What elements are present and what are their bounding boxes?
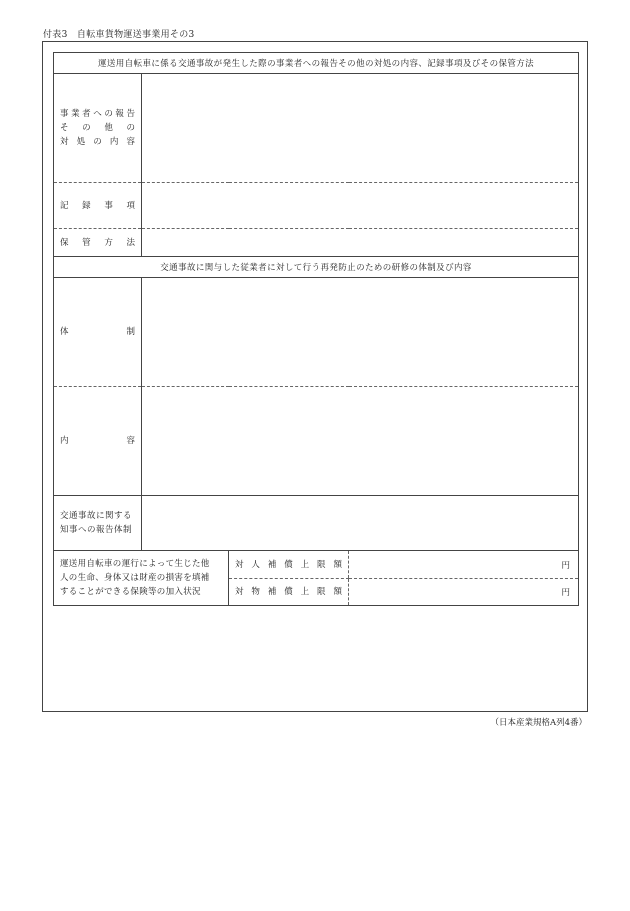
training-content-field[interactable] bbox=[142, 387, 579, 496]
report-handling-label bbox=[54, 74, 142, 183]
person-yen-unit: 円 bbox=[561, 560, 571, 571]
property-compensation-amount-field[interactable] bbox=[349, 579, 579, 606]
accident-report-table bbox=[53, 52, 579, 606]
property-yen-unit: 円 bbox=[561, 588, 571, 598]
governor-report-field[interactable] bbox=[142, 496, 579, 551]
insurance-label: 運送用自転車の運行によって生じた他 人の生命、身体又は財産の損害を填補 することができる保険等の加入状況 bbox=[54, 551, 229, 606]
training-system-field[interactable] bbox=[142, 278, 579, 387]
report-label-line-2: そ の 他 の bbox=[60, 123, 135, 133]
record-items-label: 記 録 事 項 bbox=[54, 183, 142, 229]
training-content-label: 内 容 bbox=[54, 387, 142, 496]
report-label-line-1: 事 業 者 へ の 報 告 bbox=[60, 109, 135, 119]
paper-size-note: （日本産業規格A列4番） bbox=[490, 718, 587, 728]
person-compensation-label: 対 人 補 償 上 限 額 bbox=[229, 551, 349, 579]
training-system-label: 体 制 bbox=[54, 278, 142, 387]
section1-header: 運送用自転車に係る交通事故が発生した際の事業者への報告その他の対処の内容、記録事項及びその保管方法 bbox=[54, 53, 579, 74]
form-caption: 付表3 自転車貨物運送事業用その3 bbox=[43, 30, 195, 40]
report-handling-field[interactable] bbox=[142, 74, 579, 183]
storage-method-field[interactable] bbox=[142, 229, 579, 257]
storage-method-label: 保 管 方 法 bbox=[54, 229, 142, 257]
section2-header: 交通事故に関与した従業者に対して行う再発防止のための研修の体制及び内容 bbox=[54, 257, 579, 278]
report-label-line-3: 対 処 の 内 容 bbox=[60, 137, 135, 147]
governor-report-label: 交通事故に関する 知事への報告体制 bbox=[54, 496, 142, 551]
record-items-field[interactable] bbox=[142, 183, 579, 229]
property-compensation-label: 対 物 補 償 上 限 額 bbox=[229, 579, 349, 606]
person-compensation-amount-field[interactable] bbox=[349, 551, 579, 579]
